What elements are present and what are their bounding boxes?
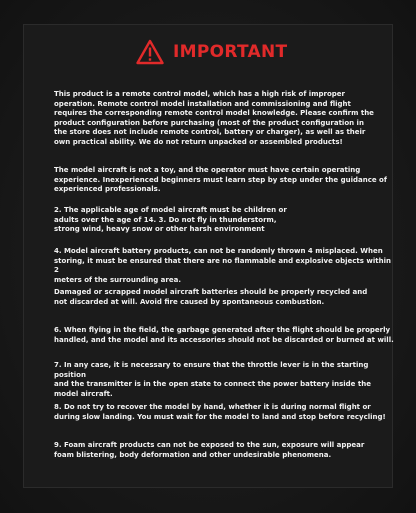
paragraph-battery-storage: 4. Model aircraft battery products, can not be randomly thrown 4 misplaced. When storing, it must be ensured that there are no flammable and explosive objects within 2 meters of the surrounding area. (54, 247, 391, 284)
warning-triangle-icon (136, 39, 164, 65)
paragraph-sun-exposure: 9. Foam aircraft products can not be exposed to the sun, exposure will appear foam blistering, body deformation and other undesirable phenomena. (54, 441, 365, 459)
paragraph-throttle-safety: 7. In any case, it is necessary to ensure that the throttle lever is in the starting position and the transmitter is in the open state to connect the power battery inside the model aircraft. (54, 361, 371, 398)
paragraph-age-weather: 2. The applicable age of model aircraft must be children or adults over the age of 14. 3. Do not fly in thunderstorm, strong wind, heavy snow or other harsh environment (54, 206, 287, 234)
notice-header (136, 37, 287, 67)
paragraph-product-risk: This product is a remote control model, which has a high risk of improper operation. Remote control model installation and commissioning and flight requires the corresponding remote control model knowledge. Please confirm the product configuration before purchasing (most of the product configuration in the store does not include remote control, battery or charger), as well as their own practical ability. We do not return unpacked or assembled products! (54, 90, 374, 146)
paragraph-hand-recovery: 8. Do not try to recover the model by hand, whether it is during normal flight or during slow landing. You must wait for the model to land and stop before recycling! (54, 403, 386, 421)
notice-title: IMPORTANT (173, 42, 288, 62)
paragraph-battery-recycling: Damaged or scrapped model aircraft batteries should be properly recycled and not discarded at will. Avoid fire caused by spontaneous combustion. (54, 288, 368, 306)
paragraph-field-garbage: 6. When flying in the field, the garbage generated after the flight should be properly handled, and the model and its accessories should not be discarded or burned at will. (54, 326, 394, 344)
paragraph-not-a-toy: The model aircraft is not a toy, and the operator must have certain operating experience. Inexperienced beginners must learn step by step under the guidance of experienced professionals. (54, 166, 387, 194)
